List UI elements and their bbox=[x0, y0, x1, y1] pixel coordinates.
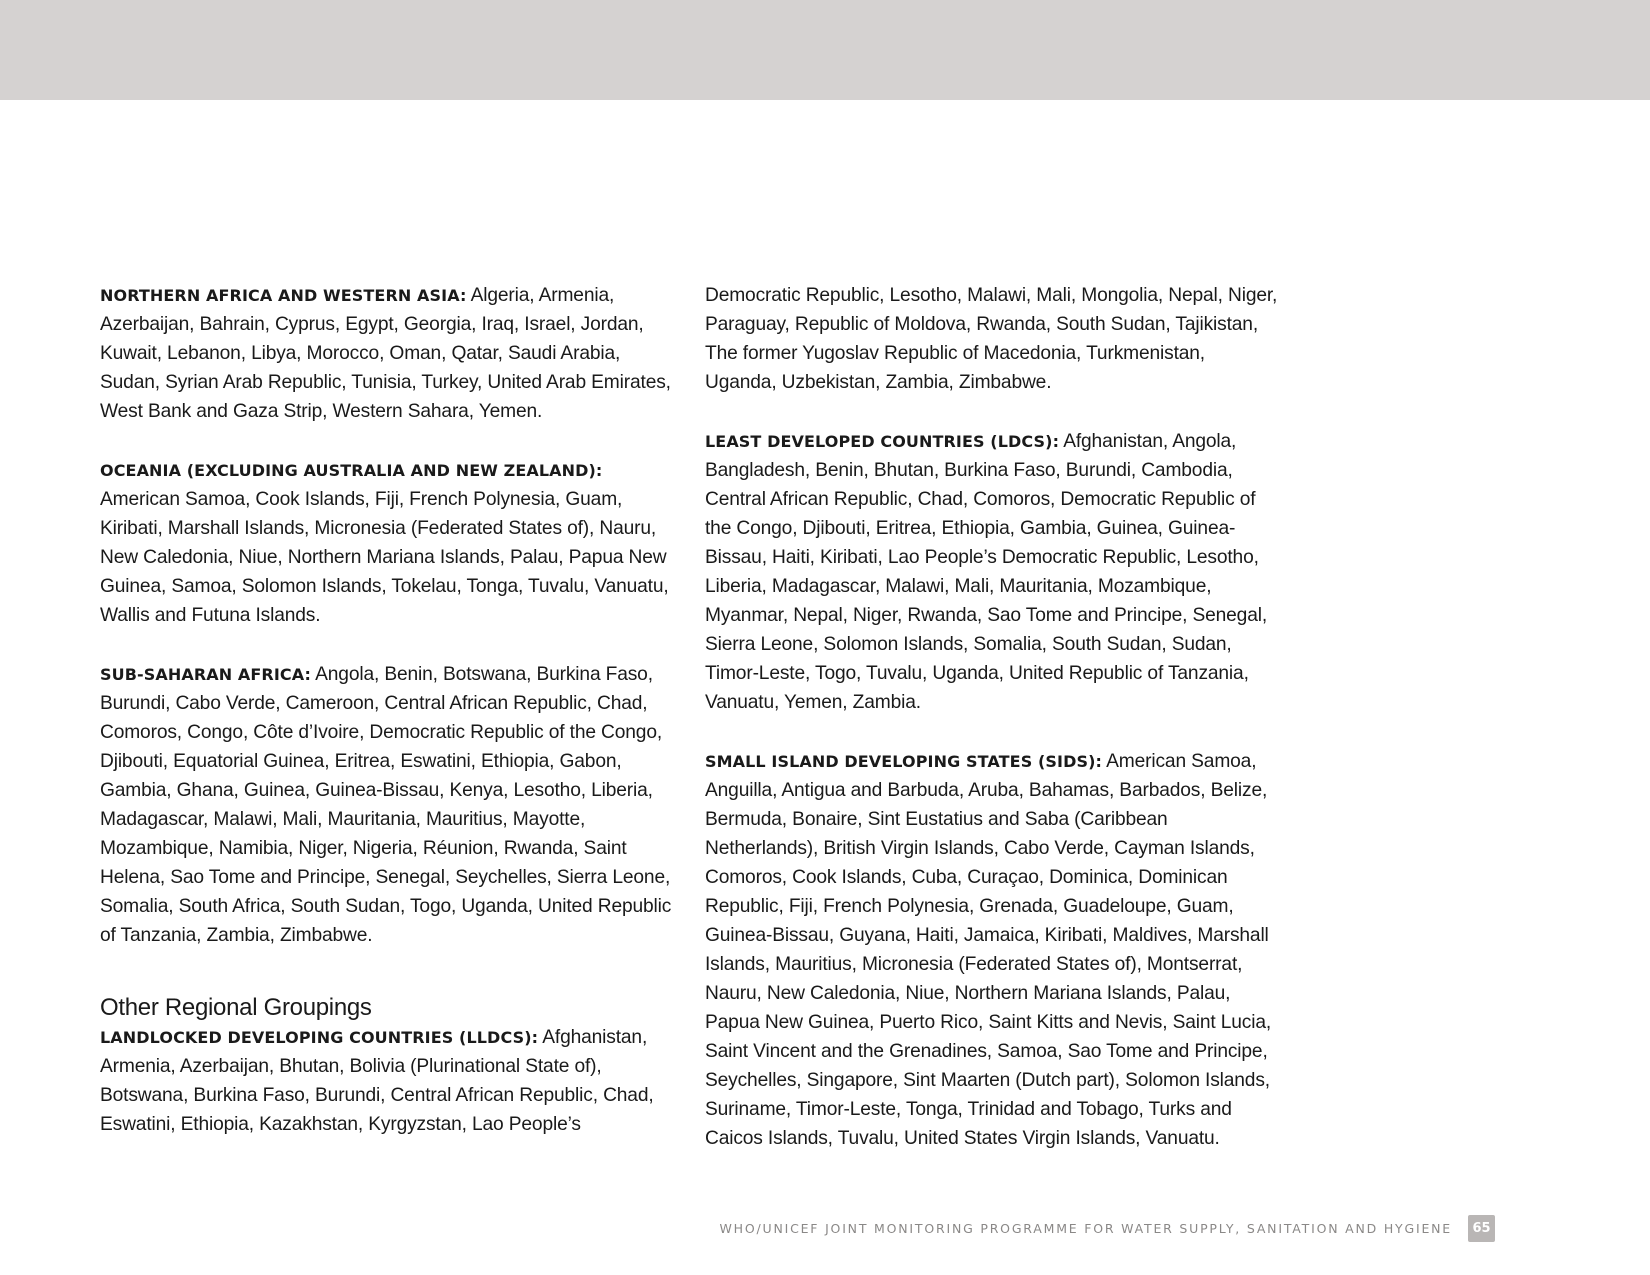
page-number: 65 bbox=[1468, 1215, 1495, 1242]
grouping-countries: Democratic Republic, Lesotho, Malawi, Mali, Mongolia, Nepal, Niger, Paraguay, Republic of Moldova, Rwanda, South Sudan, Tajikistan, The former Yugoslav Republic of Macedonia, Turkmenistan, Uganda, Uzbekistan, Zambia, Zimbabwe. bbox=[705, 285, 1278, 393]
grouping-sids bbox=[705, 747, 1280, 1153]
grouping-label: LEAST DEVELOPED COUNTRIES (LDCS): bbox=[705, 432, 1060, 451]
grouping-lldcs bbox=[100, 1023, 675, 1139]
grouping-label: SMALL ISLAND DEVELOPING STATES (SIDS): bbox=[705, 752, 1102, 771]
region-northern-africa-western-asia bbox=[100, 281, 675, 426]
region-oceania bbox=[100, 456, 675, 630]
left-column bbox=[100, 281, 675, 1169]
grouping-ldcs bbox=[705, 427, 1280, 717]
grouping-countries: Afghanistan, Armenia, Azerbaijan, Bhutan, Bolivia (Plurinational State of), Botswana, Burkina Faso, Burundi, Central African Republic, Chad, Eswatini, Ethiopia, Kazakhstan, Kyrgyzstan, Lao People’s bbox=[100, 1027, 654, 1135]
region-label: SUB-SAHARAN AFRICA: bbox=[100, 665, 312, 684]
header-band bbox=[0, 0, 1650, 100]
grouping-label: LANDLOCKED DEVELOPING COUNTRIES (LLDCS): bbox=[100, 1028, 539, 1047]
page-footer bbox=[719, 1215, 1495, 1242]
grouping-lldcs-continued bbox=[705, 281, 1280, 397]
region-label: NORTHERN AFRICA AND WESTERN ASIA: bbox=[100, 286, 467, 305]
region-sub-saharan-africa bbox=[100, 660, 675, 950]
grouping-countries: American Samoa, Anguilla, Antigua and Barbuda, Aruba, Bahamas, Barbados, Belize, Bermuda, Bonaire, Sint Eustatius and Saba (Caribbean Netherlands), British Virgin Islands, Cabo Verde, Cayman Islands, Comoros, Cook Islands, Cuba, Curaçao, Dominica, Dominican Republic, Fiji, French Polynesia, Grenada, Guadeloupe, Guam, Guinea-Bissau, Guyana, Haiti, Jamaica, Kiribati, Maldives, Marshall Islands, Mauritius, Micronesia (Federated States of), Montserrat, Nauru, New Caledonia, Niue, Northern Mariana Islands, Palau, Papua New Guinea, Puerto Rico, Saint Kitts and Nevis, Saint Lucia, Saint Vincent and the Grenadines, Samoa, Sao Tome and Principe, Seychelles, Singapore, Sint Maarten (Dutch part), Solomon Islands, Suriname, Timor-Leste, Tonga, Trinidad and Tobago, Turks and Caicos Islands, Tuvalu, United States Virgin Islands, Vanuatu. bbox=[705, 751, 1272, 1149]
region-countries: Angola, Benin, Botswana, Burkina Faso, Burundi, Cabo Verde, Cameroon, Central African Republic, Chad, Comoros, Congo, Côte d’Ivoire, Democratic Republic of the Congo, Djibouti, Equatorial Guinea, Eritrea, Eswatini, Ethiopia, Gabon, Gambia, Ghana, Guinea, Guinea-Bissau, Kenya, Lesotho, Liberia, Madagascar, Malawi, Mali, Mauritania, Mauritius, Mayotte, Mozambique, Namibia, Niger, Nigeria, Réunion, Rwanda, Saint Helena, Sao Tome and Principe, Senegal, Seychelles, Sierra Leone, Somalia, South Africa, South Sudan, Togo, Uganda, United Republic of Tanzania, Zambia, Zimbabwe. bbox=[100, 664, 672, 946]
right-column bbox=[705, 281, 1280, 1183]
region-label: OCEANIA (EXCLUDING AUSTRALIA AND NEW ZEALAND): bbox=[100, 461, 603, 480]
footer-title: WHO/UNICEF JOINT MONITORING PROGRAMME FOR WATER SUPPLY, SANITATION AND HYGIENE bbox=[719, 1221, 1452, 1236]
region-countries: Algeria, Armenia, Azerbaijan, Bahrain, Cyprus, Egypt, Georgia, Iraq, Israel, Jordan, Kuwait, Lebanon, Libya, Morocco, Oman, Qatar, Saudi Arabia, Sudan, Syrian Arab Republic, Tunisia, Turkey, United Arab Emirates, West Bank and Gaza Strip, Western Sahara, Yemen. bbox=[100, 285, 671, 422]
region-countries: American Samoa, Cook Islands, Fiji, French Polynesia, Guam, Kiribati, Marshall Islands, Micronesia (Federated States of), Nauru, New Caledonia, Niue, Northern Mariana Islands, Palau, Papua New Guinea, Samoa, Solomon Islands, Tokelau, Tonga, Tuvalu, Vanuatu, Wallis and Futuna Islands. bbox=[100, 489, 669, 626]
section-heading: Other Regional Groupings bbox=[100, 994, 372, 1021]
grouping-countries: Afghanistan, Angola, Bangladesh, Benin, Bhutan, Burkina Faso, Burundi, Cambodia, Central African Republic, Chad, Comoros, Democratic Republic of the Congo, Djibouti, Eritrea, Ethiopia, Gambia, Guinea, Guinea-Bissau, Haiti, Kiribati, Lao People’s Democratic Republic, Lesotho, Liberia, Madagascar, Malawi, Mali, Mauritania, Mozambique, Myanmar, Nepal, Niger, Rwanda, Sao Tome and Principe, Senegal, Sierra Leone, Solomon Islands, Somalia, South Sudan, Sudan, Timor-Leste, Togo, Tuvalu, Uganda, United Republic of Tanzania, Vanuatu, Yemen, Zambia. bbox=[705, 431, 1268, 713]
